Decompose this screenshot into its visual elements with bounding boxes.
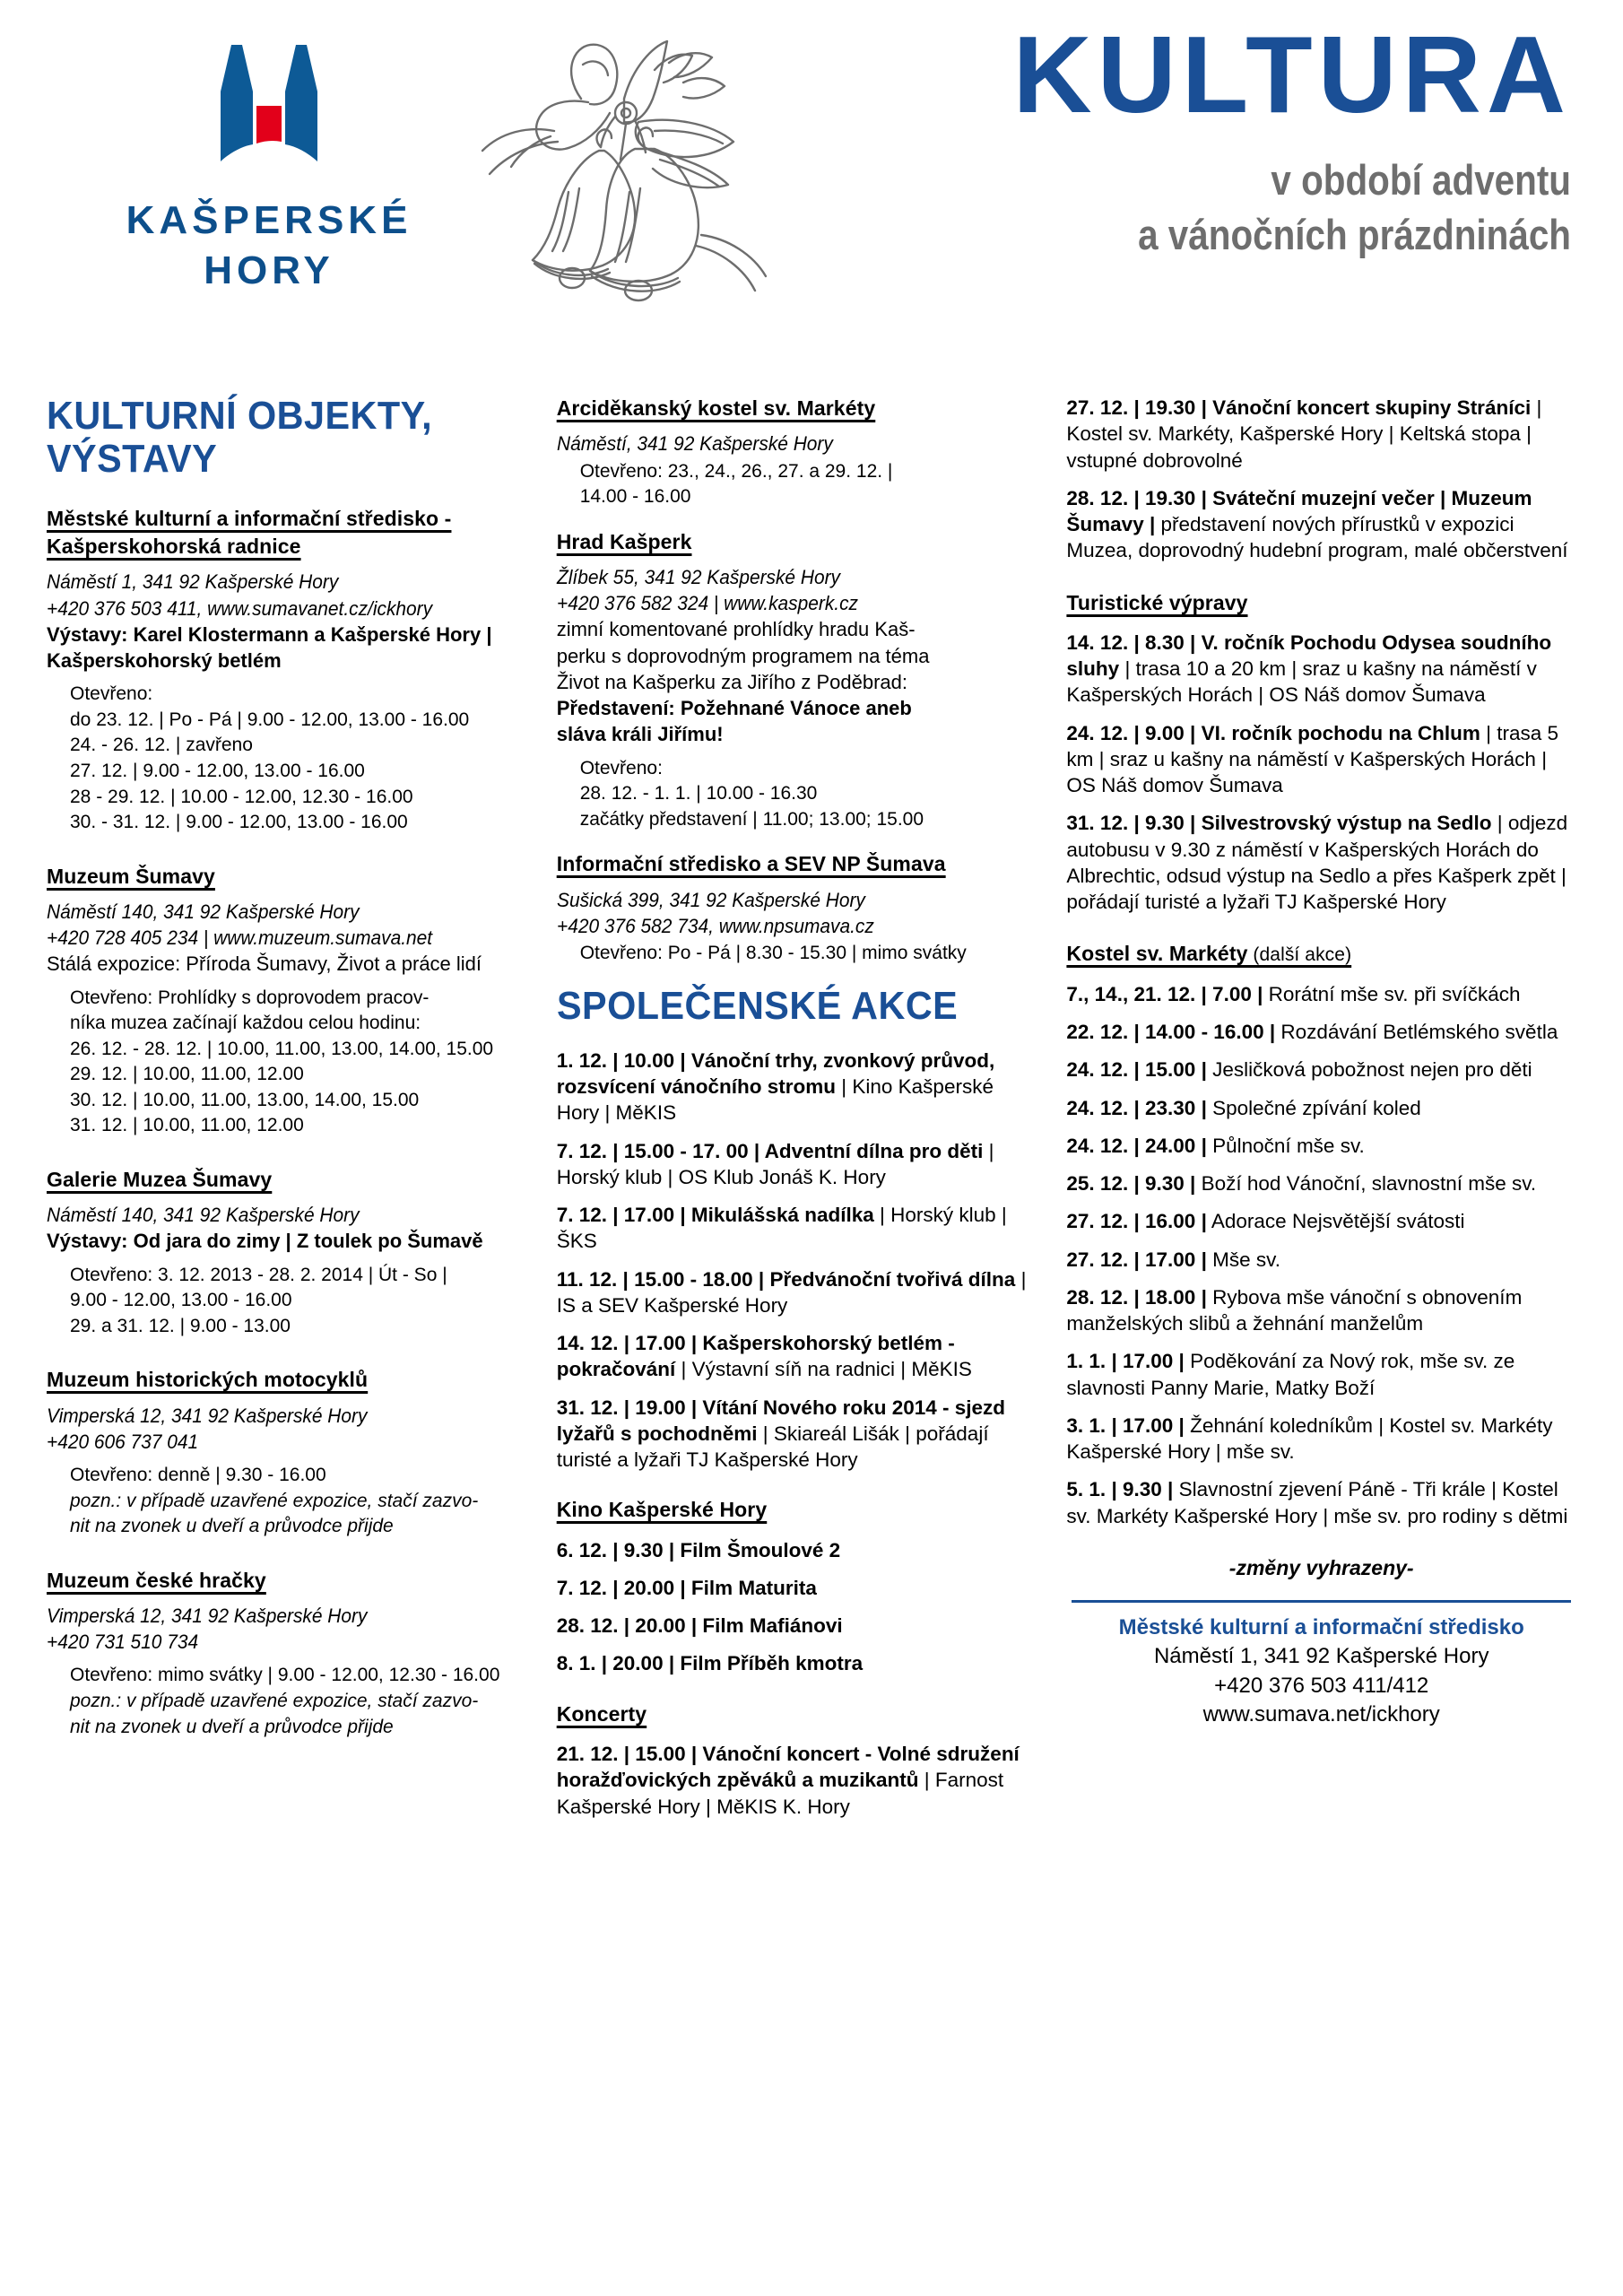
page-header <box>0 0 1623 386</box>
event-detail: | trasa 10 a 20 km | sraz u kašny na náměstí v Kašperských Horách | OS Náš domov Šumava <box>1066 657 1537 707</box>
venue-arcidekansky-kostel <box>557 395 1035 510</box>
venue-contact: +420 376 582 734, www.npsumava.cz <box>556 914 874 937</box>
logo-text-line2: HORY <box>204 248 334 293</box>
venue-address: Sušická 399, 341 92 Kašperské Hory <box>556 888 865 911</box>
hours-line: 29. 12. | 10.00, 11.00, 12.00 <box>70 1064 304 1085</box>
hours-line: Otevřeno: <box>70 683 153 705</box>
logo-text-line1: KAŠPERSKÉ <box>126 198 412 242</box>
castle-logo-icon <box>179 27 359 188</box>
venue-desc-line1: zimní komentované prohlídky hradu Kaš- <box>556 618 916 641</box>
venue-address: Vimperská 12, 341 92 Kašperské Hory <box>47 1604 368 1627</box>
event-detail: | odjezd autobusu v 9.30 z náměstí v Kašperských Horách do Albrechtic, odsud výstup na Sedlo a přes Kašperk zpět | pořádají turisté a lyžaři TJ Kašperské Hory <box>1066 812 1568 914</box>
hours-line: Otevřeno: <box>579 757 663 778</box>
hours-line: níka muzea začínají každou celou hodinu: <box>70 1013 421 1034</box>
venue-exhibitions: Výstavy: Od jara do zimy | Z toulek po Šumavě <box>47 1230 483 1253</box>
event-headline: 27. 12. | 17.00 | <box>1066 1248 1207 1271</box>
event-headline: 24. 12. | 24.00 | <box>1066 1134 1207 1157</box>
event-detail: Žehnání koledníkům | Kostel sv. Markéty Kašperské Hory | mše sv. <box>1066 1413 1553 1464</box>
venue-contact: +420 728 405 234 | www.muzeum.sumava.net <box>47 926 433 950</box>
event-headline: 14. 12. | 17.00 | Kašperskohorský betlém - pokračování <box>556 1332 955 1381</box>
event-detail: | Horský klub | ŠKS <box>556 1204 1007 1253</box>
venue-note-line1: pozn.: v případě uzavřené expozice, stačí zazvo- <box>70 1691 479 1712</box>
event-detail: | Výstavní síň na radnici | MěKIS <box>675 1358 972 1381</box>
church-title-main: Kostel sv. Markéty <box>1066 942 1248 966</box>
subtitle-line-2: a vánočních prázdninách <box>1138 211 1571 259</box>
event-detail: | trasa 5 km | sraz u kašny na náměstí v Kašperských Horách | OS Náš domov Šumava <box>1066 721 1559 797</box>
event-item <box>1066 1476 1576 1529</box>
venue-name: Městské kulturní a informační středisko - Kašperskohorská radnice <box>47 506 452 559</box>
event-item <box>1066 485 1576 564</box>
venue-hours <box>47 986 525 1139</box>
hours-line: 27. 12. | 9.00 - 12.00, 13.00 - 16.00 <box>70 760 365 781</box>
event-headline: 22. 12. | 14.00 - 16.00 | <box>1066 1021 1276 1044</box>
event-headline: 24. 12. | 23.30 | <box>1066 1096 1207 1119</box>
footer-divider <box>1072 1600 1571 1603</box>
event-headline: 5. 1. | 9.30 | <box>1066 1478 1174 1501</box>
venue-name: Muzeum historických motocyklů <box>47 1368 369 1392</box>
venue-show-line1: Představení: Požehnané Vánoce aneb <box>556 697 912 720</box>
venue-galerie <box>47 1166 525 1339</box>
column-left <box>47 395 557 1831</box>
venue-mekis <box>47 505 525 836</box>
event-detail: | Kostel sv. Markéty, Kašperské Hory | Keltská stopa | vstupné dobrovolné <box>1066 396 1542 472</box>
venue-hours <box>47 1463 525 1540</box>
event-item <box>1066 395 1576 474</box>
section-title-line1: KULTURNÍ OBJEKTY, <box>47 394 433 438</box>
event-item <box>557 1202 1035 1255</box>
venue-address: Náměstí 140, 341 92 Kašperské Hory <box>47 1204 360 1227</box>
event-headline: 25. 12. | 9.30 | <box>1066 1172 1196 1196</box>
church-events-list <box>1066 981 1576 1529</box>
hours-line: 28. 12. - 1. 1. | 10.00 - 16.30 <box>579 783 818 804</box>
event-detail: Rybova mše vánoční s obnovením manželských slibů a žehnání manželům <box>1066 1285 1523 1335</box>
venue-hours <box>557 941 1035 967</box>
venue-name: Muzeum Šumavy <box>47 864 215 888</box>
event-headline: 31. 12. | 9.30 | Silvestrovský výstup na Sedlo <box>1066 812 1492 835</box>
event-headline: 28. 12. | 20.00 | Film Mafiánovi <box>556 1614 843 1638</box>
hours-line: Otevřeno: mimo svátky | 9.00 - 12.00, 12.30 - 16.00 <box>70 1665 500 1686</box>
concerts-continued-list <box>1066 395 1576 564</box>
subsection-title-turisticke-vypravy: Turistické výpravy <box>1066 590 1248 614</box>
column-middle <box>557 395 1067 1831</box>
cinema-events-list <box>557 1537 1035 1677</box>
content-columns <box>0 395 1623 1831</box>
venue-note-line1: pozn.: v případě uzavřené expozice, stačí zazvo- <box>70 1490 479 1511</box>
venue-note-line2: nit na zvonek u dveří a průvodce přijde <box>70 1716 394 1737</box>
hours-line: do 23. 12. | Po - Pá | 9.00 - 12.00, 13.00 - 16.00 <box>70 709 470 730</box>
event-item <box>557 1741 1035 1820</box>
event-headline: 11. 12. | 15.00 - 18.00 | Předvánoční tvořivá dílna <box>556 1267 1016 1291</box>
event-item <box>557 1138 1035 1191</box>
hours-line: Otevřeno: Po - Pá | 8.30 - 15.30 | mimo svátky <box>579 943 967 964</box>
hours-line: Otevřeno: denně | 9.30 - 16.00 <box>70 1465 326 1486</box>
event-headline: 7. 12. | 15.00 - 17. 00 | Adventní dílna pro děti <box>556 1139 984 1162</box>
event-headline: 28. 12. | 19.30 | Sváteční muzejní večer | Muzeum Šumavy | <box>1066 486 1532 535</box>
event-headline: 7. 12. | 17.00 | Mikulášská nadílka <box>556 1204 874 1227</box>
event-detail: Rorátní mše sv. při svíčkách <box>1263 982 1521 1005</box>
event-headline: 7. 12. | 20.00 | Film Maturita <box>556 1576 817 1599</box>
event-detail: | Farnost Kašperské Hory | MěKIS K. Hory <box>556 1769 1004 1818</box>
event-headline: 28. 12. | 18.00 | <box>1066 1285 1207 1309</box>
venue-address: Žlíbek 55, 341 92 Kašperské Hory <box>556 565 840 588</box>
venue-name: Arciděkanský kostel sv. Markéty <box>556 396 876 420</box>
event-item <box>1066 1413 1576 1465</box>
event-detail: | Horský klub | OS Klub Jonáš K. Hory <box>556 1139 994 1188</box>
subtitle-line-1: v období adventu <box>1271 156 1571 204</box>
event-detail: | Kino Kašperské Hory | MěKIS <box>556 1075 994 1125</box>
venue-hours <box>47 1263 525 1340</box>
event-item <box>557 1330 1035 1383</box>
venue-hours <box>47 1663 525 1740</box>
venue-name: Galerie Muzea Šumavy <box>47 1167 273 1191</box>
event-item <box>1066 1019 1576 1045</box>
event-headline: 8. 1. | 20.00 | Film Příběh kmotra <box>556 1652 864 1675</box>
event-detail: Půlnoční mše sv. <box>1206 1134 1365 1157</box>
venue-name: Muzeum české hračky <box>47 1568 266 1592</box>
event-headline: 24. 12. | 15.00 | <box>1066 1058 1207 1082</box>
event-detail: | Skiareál Lišák | pořádají turisté a lyžaři TJ Kašperské Hory <box>556 1422 989 1472</box>
event-item <box>1066 1284 1576 1337</box>
event-item <box>557 1613 1035 1639</box>
hours-line: 31. 12. | 10.00, 11.00, 12.00 <box>70 1115 304 1136</box>
event-item <box>1066 1133 1576 1159</box>
event-detail: Poděkování za Nový rok, mše sv. ze slavnosti Panny Marie, Matky Boží <box>1066 1350 1515 1399</box>
event-item <box>1066 1170 1576 1196</box>
footer-website: www.sumava.net/ickhory <box>1202 1701 1440 1726</box>
venue-motocykly <box>47 1366 525 1539</box>
venue-name: Hrad Kašperk <box>556 529 692 553</box>
event-headline: 7., 14., 21. 12. | 7.00 | <box>1066 982 1263 1005</box>
venue-name: Informační středisko a SEV NP Šumava <box>556 852 946 876</box>
event-detail: Slavnostní zjevení Páně - Tři krále | Kostel sv. Markéty Kašperské Hory | mše sv. pro rodiny s dětmi <box>1066 1478 1568 1527</box>
hours-line: Otevřeno: Prohlídky s doprovodem pracov- <box>70 987 430 1008</box>
event-item <box>1066 630 1576 709</box>
footer-phone: +420 376 503 411/412 <box>1214 1673 1429 1698</box>
event-headline: 27. 12. | 19.30 | Vánoční koncert skupiny Stráníci <box>1066 396 1532 419</box>
subsection-title-kino: Kino Kašperské Hory <box>556 1498 768 1522</box>
event-headline: 3. 1. | 17.00 | <box>1066 1413 1185 1437</box>
event-detail: Adorace Nejsvětější svátosti <box>1206 1210 1465 1233</box>
venue-exposition: Stálá expozice: Příroda Šumavy, Život a práce lidí <box>47 952 482 976</box>
event-headline: 27. 12. | 16.00 | <box>1066 1210 1207 1233</box>
venue-hours <box>47 682 525 835</box>
hours-line: 14.00 - 16.00 <box>579 486 691 508</box>
event-item <box>1066 1095 1576 1121</box>
event-detail: Mše sv. <box>1206 1248 1280 1271</box>
event-detail: Rozdávání Betlémského světla <box>1275 1021 1558 1044</box>
hours-line: 30. 12. | 10.00, 11.00, 13.00, 14.00, 15.00 <box>70 1089 420 1110</box>
event-detail: Jesličková pobožnost nejen pro děti <box>1206 1058 1532 1082</box>
event-item <box>557 1537 1035 1563</box>
venue-desc-line2: perku s doprovodným programem na téma <box>556 644 930 667</box>
church-title-suffix: (další akce) <box>1247 944 1352 966</box>
venue-hrad-kasperk <box>557 528 1035 833</box>
tourist-events-list <box>1066 630 1576 916</box>
event-item <box>1066 1057 1576 1083</box>
venue-address: Náměstí, 341 92 Kašperské Hory <box>556 432 833 456</box>
event-item <box>557 1395 1035 1474</box>
venue-contact: +420 376 503 411, www.sumavanet.cz/ickhory <box>47 596 433 620</box>
venue-hours <box>557 756 1035 833</box>
venue-hours <box>557 459 1035 510</box>
event-item <box>1066 720 1576 799</box>
hours-line: 29. a 31. 12. | 9.00 - 13.00 <box>70 1315 291 1336</box>
page-title: KULTURA <box>1012 13 1571 135</box>
hours-line: 26. 12. - 28. 12. | 10.00, 11.00, 13.00, 14.00, 15.00 <box>70 1038 494 1059</box>
event-item <box>557 1575 1035 1601</box>
hours-line: 30. - 31. 12. | 9.00 - 12.00, 13.00 - 16.00 <box>70 812 408 833</box>
event-item <box>557 1650 1035 1676</box>
hours-line: Otevřeno: 3. 12. 2013 - 28. 2. 2014 | Út - So | <box>70 1264 447 1285</box>
venue-is-sev-np <box>557 850 1035 966</box>
venue-address: Náměstí 1, 341 92 Kašperské Hory <box>47 570 339 594</box>
event-item <box>1066 1348 1576 1401</box>
column-right <box>1066 395 1576 1831</box>
event-item <box>1066 810 1576 915</box>
changes-reserved-note: -změny vyhrazeny- <box>1228 1555 1414 1579</box>
event-item <box>557 1048 1035 1126</box>
event-headline: 14. 12. | 8.30 | V. ročník Pochodu Odysea soudního sluhy <box>1066 631 1552 681</box>
hours-line: 9.00 - 12.00, 13.00 - 16.00 <box>70 1290 292 1311</box>
event-item <box>1066 1208 1576 1234</box>
title-block <box>621 13 1571 261</box>
event-headline: 31. 12. | 19.00 | Vítání Nového roku 2014 - sjezd lyžařů s pochodněmi <box>556 1396 1006 1445</box>
venue-exhibitions: Výstavy: Karel Klostermann a Kašperské Hory | Kašperskohorský betlém <box>47 622 492 673</box>
event-item <box>557 1266 1035 1319</box>
logo-text <box>81 196 457 297</box>
hours-line: začátky představení | 11.00; 13.00; 15.00 <box>579 808 924 830</box>
event-headline: 1. 12. | 10.00 | Vánoční trhy, zvonkový průvod, rozsvícení vánočního stromu <box>556 1048 995 1099</box>
section-title-social-events: SPOLEČENSKÉ AKCE <box>556 983 958 1028</box>
venue-contact: +420 731 510 734 <box>47 1631 199 1654</box>
footer-organization: Městské kulturní a informační středisko <box>1118 1614 1524 1639</box>
venue-contact: +420 376 582 324 | www.kasperk.cz <box>556 592 858 615</box>
city-logo <box>81 27 457 297</box>
subsection-title-koncerty: Koncerty <box>556 1701 647 1726</box>
venue-address: Vimperská 12, 341 92 Kašperské Hory <box>47 1404 368 1427</box>
social-events-list <box>557 1048 1035 1474</box>
event-detail: Společné zpívání koled <box>1206 1096 1421 1119</box>
event-detail: Boží hod Vánoční, slavnostní mše sv. <box>1195 1172 1537 1196</box>
event-headline: 21. 12. | 15.00 | Vánoční koncert - Volné sdružení horažďovických zpěváků a muzikantů <box>556 1743 1020 1792</box>
venue-address: Náměstí 140, 341 92 Kašperské Hory <box>47 900 360 923</box>
event-headline: 24. 12. | 9.00 | VI. ročník pochodu na Chlum <box>1066 721 1480 744</box>
venue-muzeum-sumavy <box>47 863 525 1139</box>
event-detail: | IS a SEV Kašperské Hory <box>556 1267 1027 1317</box>
event-headline: 6. 12. | 9.30 | Film Šmoulové 2 <box>556 1538 841 1561</box>
section-title-cultural-objects <box>47 395 496 482</box>
venue-show-line2: sláva králi Jiřímu! <box>556 723 724 746</box>
footer-contact-block <box>1066 1613 1576 1730</box>
subsection-title-kostel-dalsi-akce <box>1066 940 1576 969</box>
section-title-line2: VÝSTAVY <box>47 437 218 482</box>
venue-desc-line3: Život na Kašperku za Jiřího z Poděbrad: <box>556 670 908 693</box>
hours-line: 28 - 29. 12. | 10.00 - 12.00, 12.30 - 16.00 <box>70 786 413 807</box>
concert-events-list <box>557 1741 1035 1820</box>
venue-contact: +420 606 737 041 <box>47 1430 199 1453</box>
event-item <box>1066 981 1576 1007</box>
footer-address: Náměstí 1, 341 92 Kašperské Hory <box>1153 1644 1489 1669</box>
venue-hracky <box>47 1567 525 1740</box>
event-item <box>1066 1247 1576 1273</box>
event-headline: 1. 1. | 17.00 | <box>1066 1350 1185 1373</box>
venue-note-line2: nit na zvonek u dveří a průvodce přijde <box>70 1516 394 1537</box>
hours-line: 24. - 26. 12. | zavřeno <box>70 735 253 756</box>
event-detail: představení nových přírustků v expozici Muzea, doprovodný hudební program, malé občerstvení <box>1066 513 1568 562</box>
hours-line: Otevřeno: 23., 24., 26., 27. a 29. 12. | <box>579 460 893 482</box>
